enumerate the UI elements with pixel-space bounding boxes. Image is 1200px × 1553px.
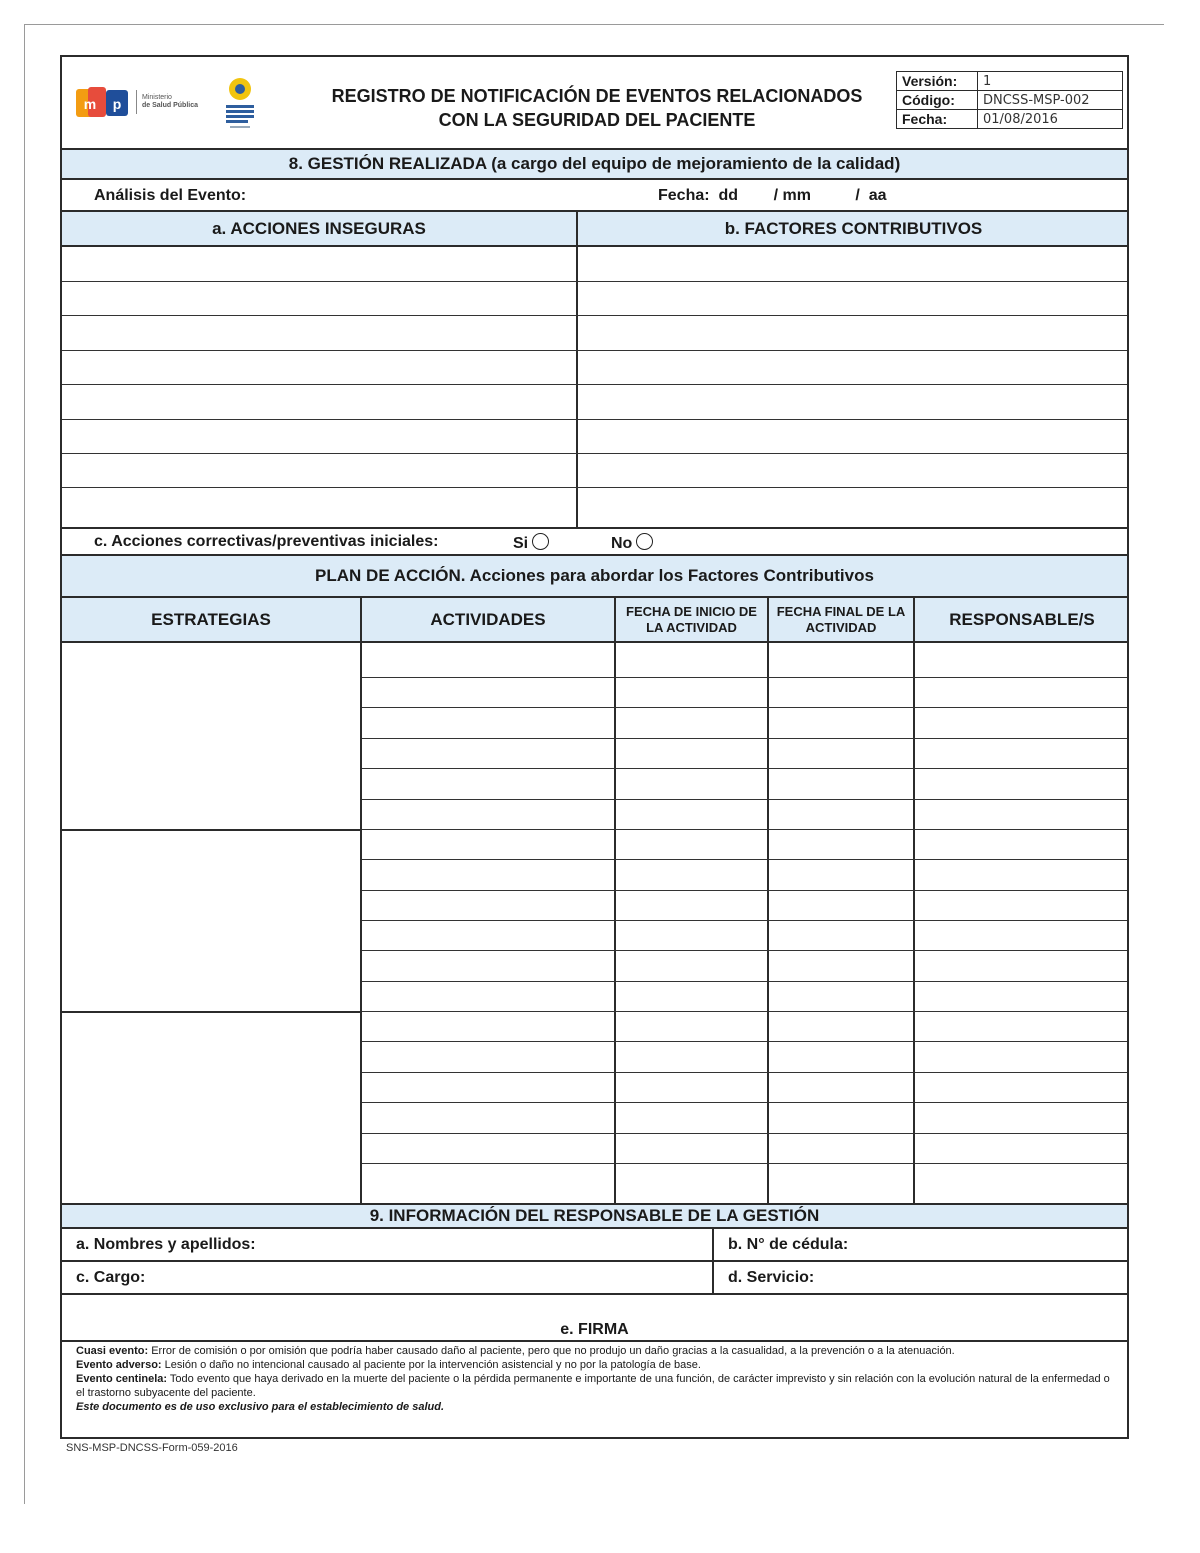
- msp-logo: [76, 86, 216, 120]
- red-publica-logo-icon: [220, 77, 260, 133]
- service-label: d. Servicio:: [728, 1269, 815, 1286]
- strategy-separator: [62, 1011, 362, 1013]
- form-title: [292, 84, 902, 132]
- page-border-top: [24, 24, 1164, 25]
- responsible-header: RESPONSABLE/S: [949, 609, 1095, 629]
- msp-logo-icon: [76, 86, 132, 120]
- end-date-header: FECHA FINAL DE LA ACTIVIDAD: [769, 598, 915, 641]
- grid-row-line: [62, 487, 1127, 488]
- responsible-row-2: [62, 1262, 1127, 1295]
- analysis-date-label: Fecha: dd / mm / aa: [658, 187, 887, 204]
- grid-row-line: [62, 350, 1127, 351]
- corrective-yes-option[interactable]: [513, 533, 549, 553]
- definitions: [76, 1344, 1121, 1414]
- plan-title: PLAN DE ACCIÓN. Acciones para abordar los Factores Contributivos: [62, 556, 1127, 598]
- version-value: 1: [978, 72, 1123, 91]
- ministry-label-line2: de Salud Pública: [142, 102, 199, 109]
- grid-row-line: [62, 384, 1127, 385]
- grid-row-line: [62, 281, 1127, 282]
- corrective-label: c. Acciones correctivas/preventivas iniciales:: [94, 533, 439, 550]
- analysis-label: Análisis del Evento:: [94, 187, 247, 204]
- corrective-actions-row: [62, 529, 1127, 556]
- svg-text:p: p: [112, 96, 122, 112]
- no-radio[interactable]: [636, 533, 653, 550]
- sentinel-term: Evento centinela:: [76, 1373, 168, 1385]
- code-value: DNCSS-MSP-002: [978, 91, 1123, 110]
- version-label: Versión:: [897, 72, 978, 91]
- analysis-row: [62, 180, 1127, 212]
- strategy-separator: [62, 829, 362, 831]
- form-sheet: [60, 55, 1129, 1439]
- id-number-label: b. N° de cédula:: [728, 1236, 849, 1253]
- responsible-row-1: [62, 1229, 1127, 1262]
- adverse-term: Evento adverso:: [76, 1359, 162, 1371]
- signature-row: [62, 1295, 1127, 1342]
- version-table: [896, 71, 1123, 129]
- signature-label: e. FIRMA: [560, 1321, 629, 1338]
- form-title-line2: CON LA SEGURIDAD DEL PACIENTE: [438, 110, 756, 130]
- sentinel-text: Todo evento que haya derivado en la muerte del paciente o la pérdida permanente e importante de una función, de carácter imprevisto y sin relación con la evolución natural de la enfermedad o el trastorno subyacente del paciente.: [76, 1373, 1110, 1399]
- activities-header: ACTIVIDADES: [362, 598, 616, 641]
- adverse-text: Lesión o daño no intencional causado al paciente por la intervención asistencial y no por la patología de base.: [161, 1359, 701, 1371]
- yes-label: Si: [513, 535, 529, 552]
- red-publica-logo: [220, 77, 260, 133]
- yes-radio[interactable]: [532, 533, 549, 550]
- page-border-left: [24, 24, 25, 1504]
- start-date-header: FECHA DE INICIO DE LA ACTIVIDAD: [616, 598, 769, 641]
- ministry-label-line1: Ministerio: [142, 94, 172, 101]
- svg-text:m: m: [83, 96, 97, 112]
- section9-title: 9. INFORMACIÓN DEL RESPONSABLE DE LA GESTIÓN: [62, 1205, 1127, 1229]
- grid-row-line: [62, 453, 1127, 454]
- unsafe-actions-header: a. ACCIONES INSEGURAS: [62, 212, 578, 245]
- code-label: Código:: [897, 91, 978, 110]
- corrective-no-option[interactable]: [611, 533, 653, 553]
- contributing-factors-header: b. FACTORES CONTRIBUTIVOS: [724, 218, 983, 238]
- exclusive-note: Este documento es de uso exclusivo para el establecimiento de salud.: [76, 1401, 445, 1413]
- near-miss-term: Cuasi evento:: [76, 1345, 149, 1357]
- form-header: [62, 57, 1127, 150]
- plan-grid: [62, 643, 1127, 1205]
- form-code: SNS-MSP-DNCSS-Form-059-2016: [66, 1442, 238, 1454]
- names-label: a. Nombres y apellidos:: [76, 1236, 256, 1253]
- plan-header-row: [62, 598, 1127, 643]
- form-title-line1: REGISTRO DE NOTIFICACIÓN DE EVENTOS RELACIONADOS: [331, 86, 863, 106]
- section8-title: 8. GESTIÓN REALIZADA (a cargo del equipo de mejoramiento de la calidad): [62, 150, 1127, 180]
- actions-factors-grid: [62, 247, 1127, 529]
- near-miss-text: Error de comisión o por omisión que podría haber causado daño al paciente, pero que no produjo un daño gracias a la casualidad, a la prevención o a la atenuación.: [148, 1345, 955, 1357]
- strategies-header: ESTRATEGIAS: [62, 598, 362, 641]
- no-label: No: [611, 535, 633, 552]
- date-label: Fecha:: [897, 110, 978, 129]
- grid-row-line: [62, 315, 1127, 316]
- grid-row-line: [62, 419, 1127, 420]
- actions-factors-header: [62, 212, 1127, 247]
- date-value: 01/08/2016: [978, 110, 1123, 129]
- position-label: c. Cargo:: [76, 1269, 146, 1286]
